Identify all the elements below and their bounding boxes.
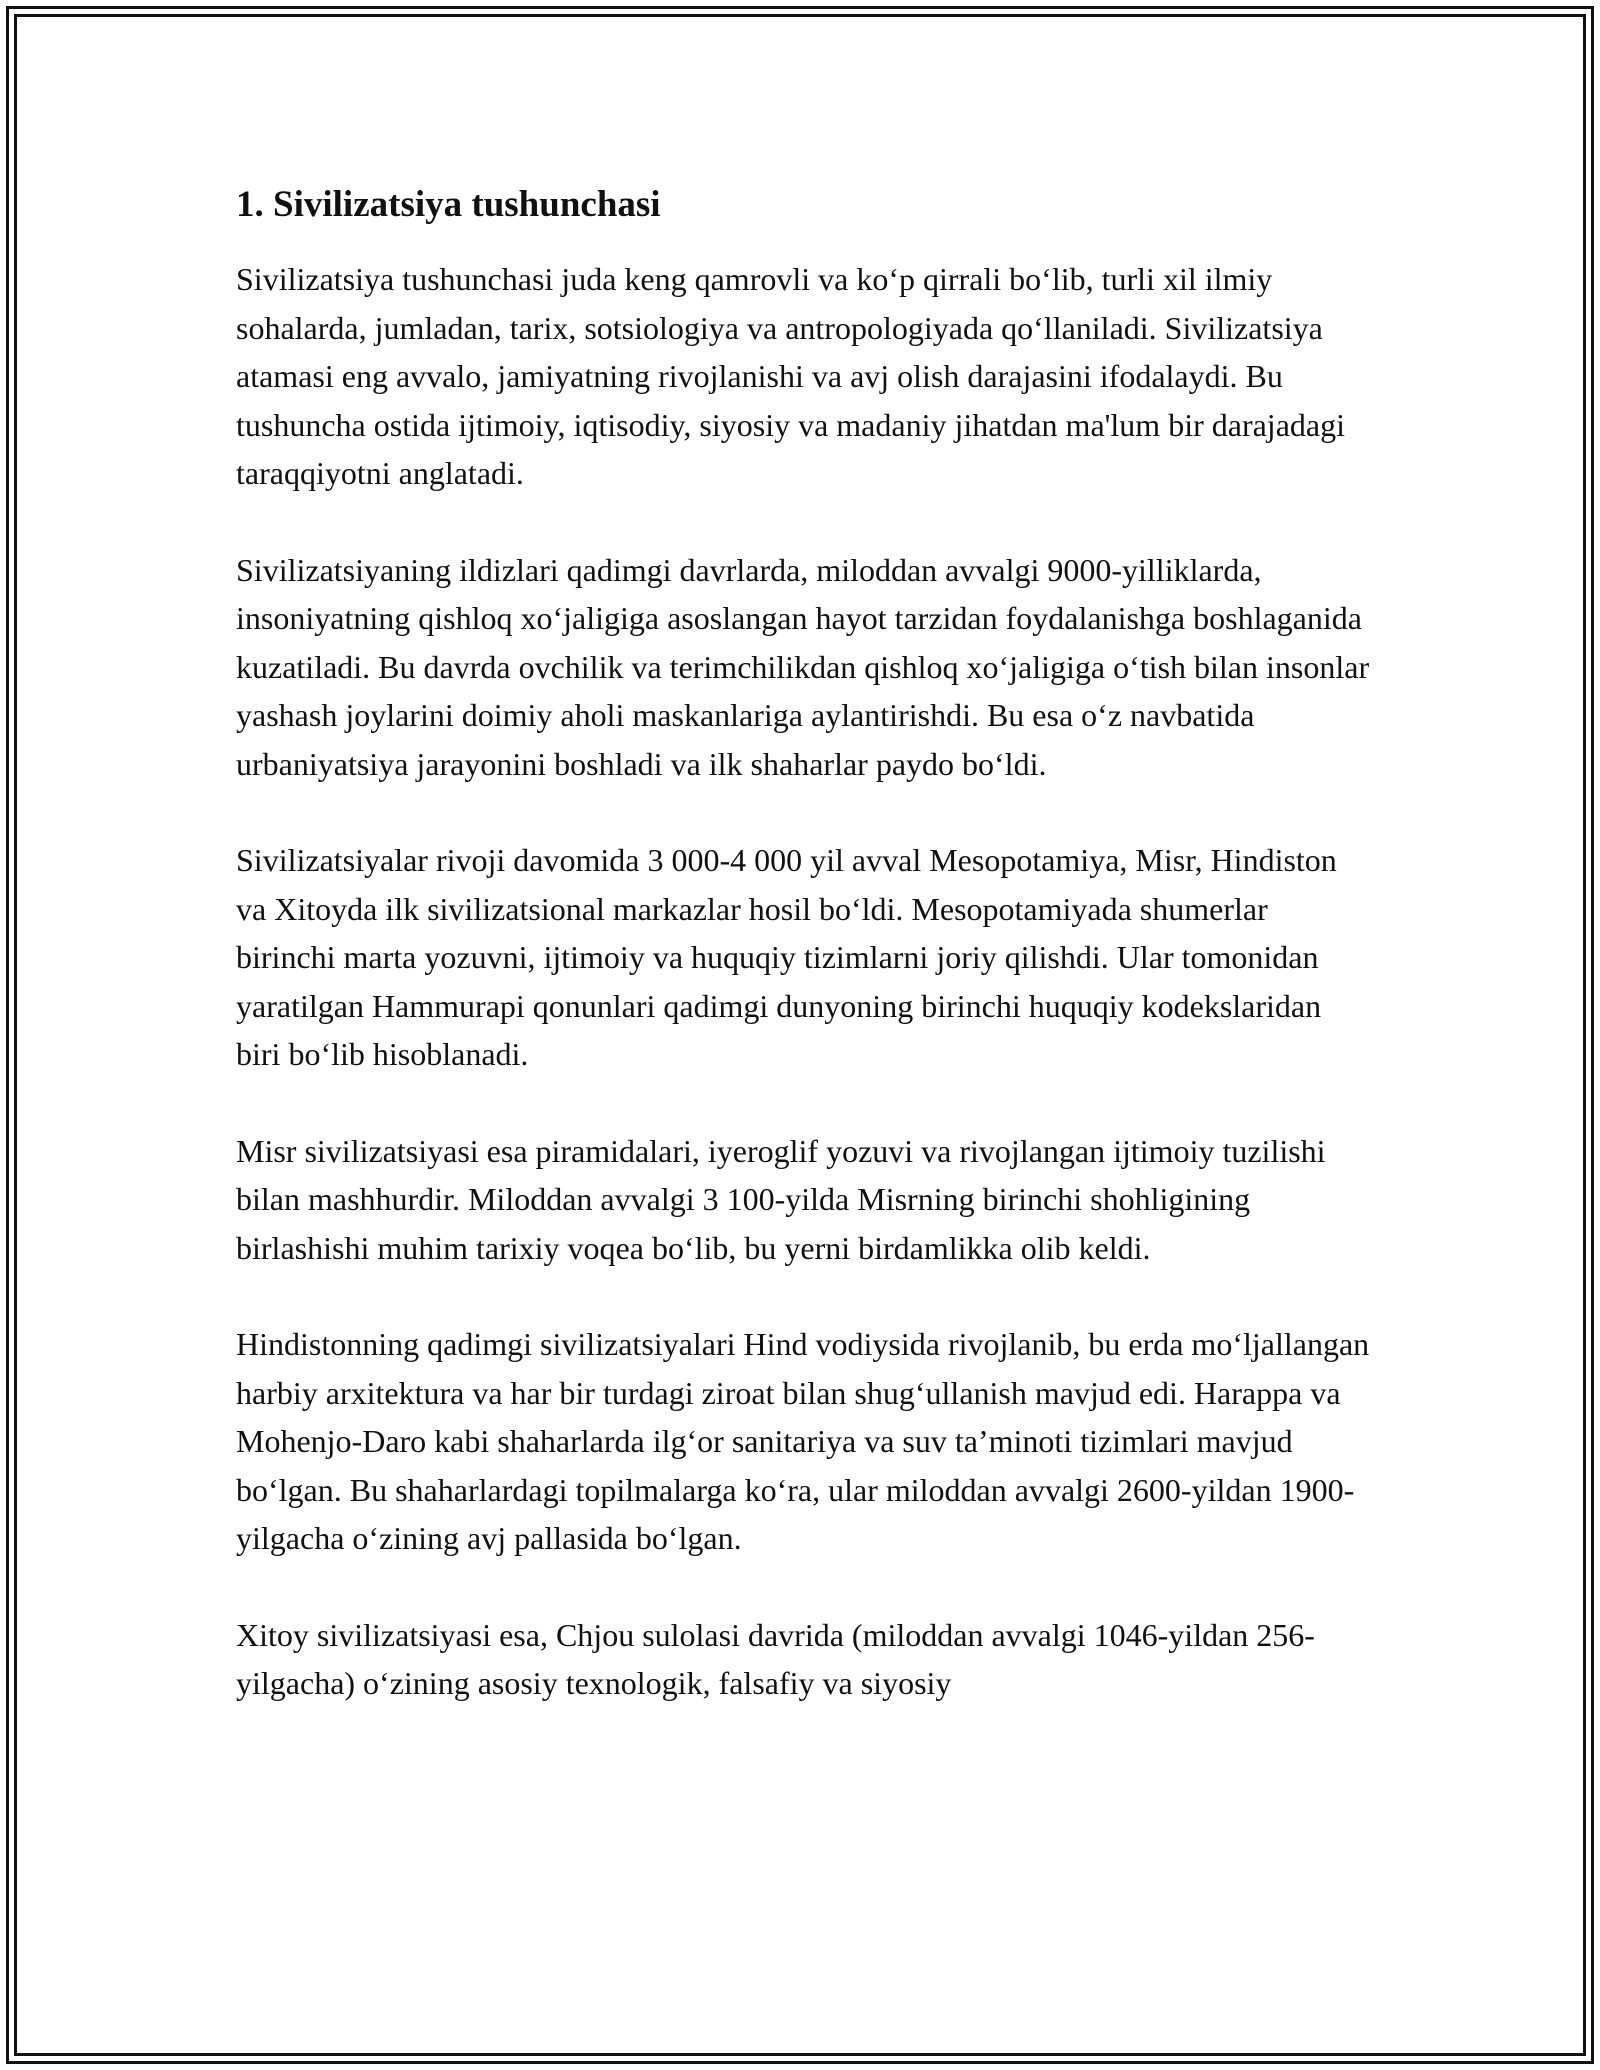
document-body xyxy=(236,182,1371,1756)
paragraph-origins: Sivilizatsiyaning ildizlari qadimgi davrlarda, miloddan avvalgi 9000-yilliklarda, insoniyatning qishloq xoʻjaligiga asoslangan hayot tarzidan foydalanishga boshlaganida kuzatiladi. Bu davrda ovchilik va terimchilikdan qishloq xoʻjaligiga oʻtish bilan insonlar yashash joylarini doimiy aholi maskanlariga aylantirishdi. Bu esa oʻz navbatida urbaniyatsiya jarayonini boshladi va ilk shaharlar paydo boʻldi. xyxy=(236,551,1370,782)
paragraph-definition: Sivilizatsiya tushunchasi juda keng qamrovli va koʻp qirrali boʻlib, turli xil ilmiy sohalarda, jumladan, tarix, sotsiologiya va antropologiyada qoʻllaniladi. Sivilizatsiya atamasi eng avvalo, jamiyatning rivojlanishi va avj olish darajasini ifodalaydi. Bu tushuncha ostida ijtimoiy, iqtisodiy, siyosiy va madaniy jihatdan ma'lum bir darajadagi taraqqiyotni anglatadi. xyxy=(236,261,1345,492)
paragraph-early-centers: Sivilizatsiyalar rivoji davomida 3 000-4 000 yil avval Mesopotamiya, Misr, Hindiston va Xitoyda ilk sivilizatsional markazlar hosil boʻldi. Mesopotamiyada shumerlar birinchi marta yozuvni, ijtimoiy va huquqiy tizimlarni joriy qilishdi. Ular tomonidan yaratilgan Hammurapi qonunlari qadimgi dunyoning birinchi huquqiy kodekslaridan biri boʻlib hisoblanadi. xyxy=(236,842,1337,1073)
paragraph-egypt: Misr sivilizatsiyasi esa piramidalari, iyeroglif yozuvi va rivojlangan ijtimoiy tuzilishi bilan mashhurdir. Miloddan avvalgi 3 100-yilda Misrning birinchi shohligining birlashishi muhim tarixiy voqea boʻlib, bu yerni birdamlikka olib keldi. xyxy=(236,1132,1326,1266)
paragraph-india: Hindistonning qadimgi sivilizatsiyalari Hind vodiysida rivojlanib, bu erda moʻljallangan harbiy arxitektura va har bir turdagi ziroat bilan shugʻullanish mavjud edi. Harappa va Mohenjo-Daro kabi shaharlarda ilgʻor sanitariya va suv ta’minoti tizimlari mavjud boʻlgan. Bu shaharlardagi topilmalarga koʻra, ular miloddan avvalgi 2600-yildan 1900-yilgacha oʻzining avj pallasida boʻlgan. xyxy=(236,1326,1370,1557)
paragraph-china: Xitoy sivilizatsiyasi esa, Chjou sulolasi davrida (miloddan avvalgi 1046-yildan 256-yilgacha) oʻzining asosiy texnologik, falsafiy va siyosiy xyxy=(236,1616,1315,1702)
section-heading: 1. Sivilizatsiya tushunchasi xyxy=(236,184,661,225)
